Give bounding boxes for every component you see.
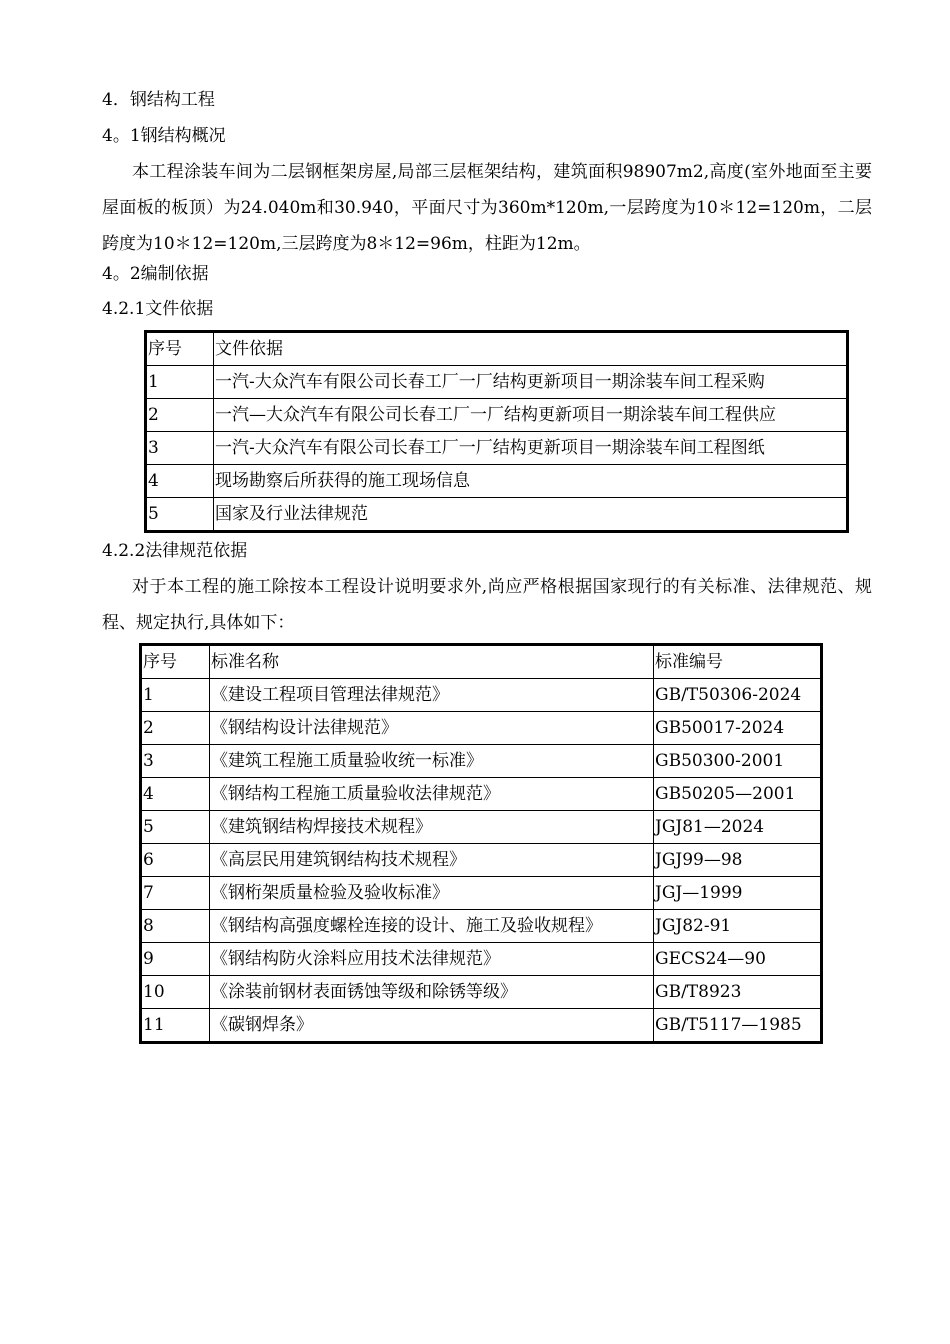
- table-row: [142, 679, 821, 712]
- row-number: 2: [147, 399, 214, 432]
- document-name: 现场勘察后所获得的施工现场信息: [214, 465, 847, 498]
- row-number: 4: [147, 465, 214, 498]
- overview-paragraph: 本工程涂装车间为二层钢框架房屋,局部三层框架结构，建筑面积98907m2,高度(室外地面至主要屋面板的板顶）为24.040m和30.940，平面尺寸为360m*120m,一层跨度为10＊12=120m，二层跨度为10＊12=120m,三层跨度为8＊12=96m，柱距为12m。: [102, 162, 872, 254]
- standard-name: 《钢桁架质量检验及验收标准》: [210, 877, 654, 910]
- heading-overview: 4。1钢结构概况: [102, 126, 226, 146]
- table-row: [142, 877, 821, 910]
- heading-file-basis: 4.2.1文件依据: [102, 299, 214, 319]
- row-number: 9: [142, 943, 210, 976]
- header-cell: 标准编号: [654, 646, 821, 679]
- standard-code: JGJ82-91: [654, 910, 821, 943]
- row-number: 8: [142, 910, 210, 943]
- row-number: 10: [142, 976, 210, 1009]
- row-number: 5: [147, 498, 214, 531]
- standard-name: 《建筑钢结构焊接技术规程》: [210, 811, 654, 844]
- table-header-row: [142, 646, 821, 679]
- table-row: [142, 943, 821, 976]
- heading-basis: 4。2编制依据: [102, 264, 209, 284]
- table-row: [142, 910, 821, 943]
- standard-code: GB50017-2024: [654, 712, 821, 745]
- row-number: 1: [142, 679, 210, 712]
- table-header-row: [147, 333, 847, 366]
- standard-name: 《建筑工程施工质量验收统一标准》: [210, 745, 654, 778]
- standard-code: JGJ81—2024: [654, 811, 821, 844]
- standard-name: 《钢结构高强度螺栓连接的设计、施工及验收规程》: [210, 910, 654, 943]
- table-row: [147, 498, 847, 531]
- standard-name: 《钢结构防火涂料应用技术法律规范》: [210, 943, 654, 976]
- standard-name: 《碳钢焊条》: [210, 1009, 654, 1042]
- document-name: 国家及行业法律规范: [214, 498, 847, 531]
- document-name: 一汽-大众汽车有限公司长春工厂一厂结构更新项目一期涂装车间工程采购: [214, 366, 847, 399]
- row-number: 4: [142, 778, 210, 811]
- row-number: 5: [142, 811, 210, 844]
- standard-name: 《钢结构设计法律规范》: [210, 712, 654, 745]
- law-paragraph: 对于本工程的施工除按本工程设计说明要求外,尚应严格根据国家现行的有关标准、法律规范、规程、规定执行,具体如下：: [102, 577, 872, 633]
- heading-steel-structure: 4．钢结构工程: [102, 90, 215, 110]
- row-number: 3: [147, 432, 214, 465]
- row-number: 7: [142, 877, 210, 910]
- table-row: [142, 745, 821, 778]
- standard-code: GB/T5117—1985: [654, 1009, 821, 1042]
- standard-name: 《钢结构工程施工质量验收法律规范》: [210, 778, 654, 811]
- standard-code: JGJ—1999: [654, 877, 821, 910]
- row-number: 11: [142, 1009, 210, 1042]
- document-name: 一汽-大众汽车有限公司长春工厂一厂结构更新项目一期涂装车间工程图纸: [214, 432, 847, 465]
- table-row: [142, 844, 821, 877]
- standard-code: GB/T8923: [654, 976, 821, 1009]
- row-number: 1: [147, 366, 214, 399]
- standards-table: [141, 645, 821, 1042]
- table-row: [142, 1009, 821, 1042]
- header-cell: 标准名称: [210, 646, 654, 679]
- standard-name: 《建设工程项目管理法律规范》: [210, 679, 654, 712]
- table-row: [147, 432, 847, 465]
- table-row: [142, 811, 821, 844]
- table-row: [147, 399, 847, 432]
- file-basis-table: [146, 332, 847, 531]
- standard-code: JGJ99—98: [654, 844, 821, 877]
- standard-code: GB/T50306-2024: [654, 679, 821, 712]
- standard-name: 《涂装前钢材表面锈蚀等级和除锈等级》: [210, 976, 654, 1009]
- standard-code: GB50300-2001: [654, 745, 821, 778]
- table-row: [142, 778, 821, 811]
- row-number: 3: [142, 745, 210, 778]
- header-cell: 文件依据: [214, 333, 847, 366]
- table-row: [142, 976, 821, 1009]
- standard-code: GB50205—2001: [654, 778, 821, 811]
- table-row: [142, 712, 821, 745]
- standard-name: 《高层民用建筑钢结构技术规程》: [210, 844, 654, 877]
- document-name: 一汽—大众汽车有限公司长春工厂一厂结构更新项目一期涂装车间工程供应: [214, 399, 847, 432]
- table-row: [147, 465, 847, 498]
- row-number: 6: [142, 844, 210, 877]
- header-cell: 序号: [142, 646, 210, 679]
- heading-law-basis: 4.2.2法律规范依据: [102, 541, 248, 561]
- header-cell: 序号: [147, 333, 214, 366]
- table-row: [147, 366, 847, 399]
- row-number: 2: [142, 712, 210, 745]
- standard-code: GECS24—90: [654, 943, 821, 976]
